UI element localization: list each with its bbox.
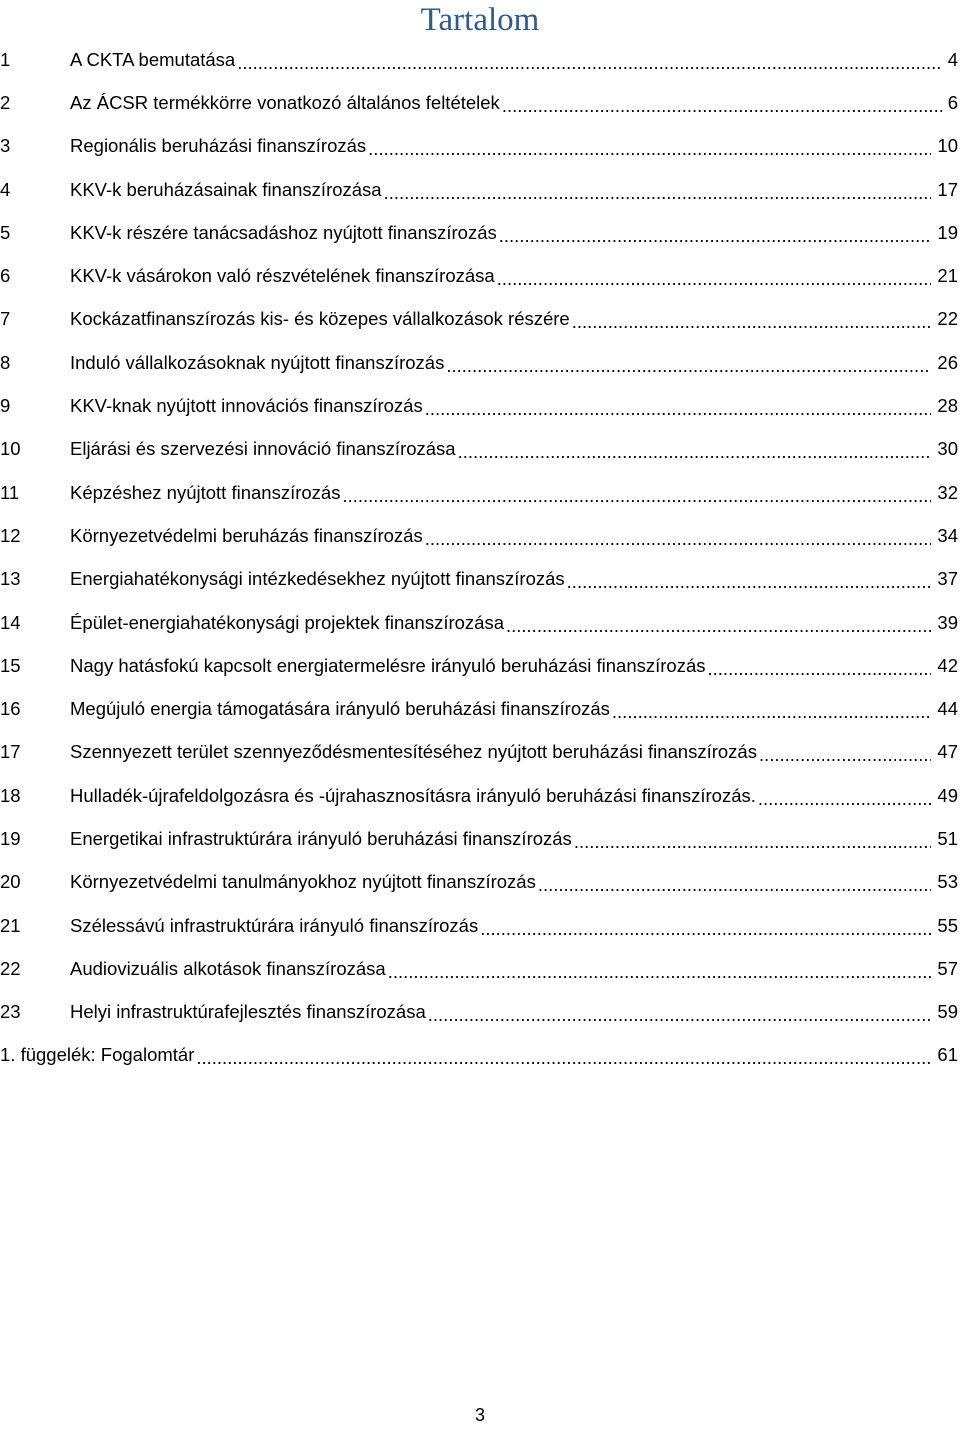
toc-entry-page: 53	[937, 871, 958, 893]
page-title: Tartalom	[420, 2, 540, 38]
toc-entry-page: 42	[937, 654, 958, 676]
toc-entry[interactable]	[0, 861, 958, 904]
toc-dot-leader	[425, 398, 932, 416]
toc-entry-title: KKV-k beruházásainak finanszírozása	[70, 178, 382, 200]
toc-entry-title: Eljárási és szervezési innováció finanszírozása	[70, 438, 456, 460]
toc-entry-page: 19	[937, 221, 958, 243]
toc-entry-page: 17	[937, 178, 958, 200]
toc-entry-title: Kockázatfinanszírozás kis- és közepes vállalkozások részére	[70, 308, 570, 330]
toc-entry[interactable]	[0, 774, 958, 817]
toc-entry[interactable]	[0, 947, 958, 990]
toc-entry-page: 21	[937, 265, 958, 287]
toc-entry[interactable]	[0, 254, 958, 297]
toc-entry-page: 34	[937, 524, 958, 546]
toc-entry-title: Környezetvédelmi tanulmányokhoz nyújtott finanszírozás	[70, 871, 536, 893]
toc-entry-title: Audiovizuális alkotások finanszírozása	[70, 957, 386, 979]
toc-entry-title: Az ÁCSR termékkörre vonatkozó általános feltételek	[70, 91, 500, 113]
toc-entry-title: Helyi infrastruktúrafejlesztés finanszírozása	[70, 1001, 426, 1023]
toc-entry-page: 32	[937, 481, 958, 503]
toc-entry-page: 47	[937, 741, 958, 763]
toc-dot-leader	[480, 918, 931, 936]
toc-entry-page: 51	[937, 827, 958, 849]
toc-entry-number: 21	[0, 914, 21, 936]
toc-dot-leader	[538, 874, 932, 892]
toc-entry-page: 28	[937, 395, 958, 417]
toc-entry-title: Épület-energiahatékonysági projektek finanszírozása	[70, 611, 504, 633]
toc-entry-title: Induló vállalkozásoknak nyújtott finanszírozás	[70, 351, 445, 373]
toc-entry-title: Energetikai infrastruktúrára irányuló beruházási finanszírozás	[70, 827, 572, 849]
toc-entry-page: 44	[937, 698, 958, 720]
toc-entry-number: 22	[0, 957, 21, 979]
toc-entry[interactable]	[0, 428, 958, 471]
toc-entry-number: 12	[0, 524, 21, 546]
toc-dot-leader	[612, 701, 932, 719]
toc-entry-page: 4	[947, 48, 958, 70]
toc-entry[interactable]	[0, 817, 958, 860]
toc-entry[interactable]	[0, 601, 958, 644]
toc-entry-title: Energiahatékonysági intézkedésekhez nyújtott finanszírozás	[70, 568, 565, 590]
toc-entry-number: 2	[0, 91, 11, 113]
toc-entry-number: 11	[0, 481, 20, 503]
toc-entry[interactable]	[0, 125, 958, 168]
toc-dot-leader	[458, 441, 932, 459]
toc-entry-page: 26	[937, 351, 958, 373]
toc-entry-page: 30	[937, 438, 958, 460]
toc-entry-number: 17	[0, 741, 21, 763]
toc-entry-number: 3	[0, 135, 11, 157]
toc-dot-leader	[497, 268, 932, 286]
toc-entry-title: Hulladék-újrafeldolgozásra és -újrahasznosításra irányuló beruházási finanszírozás.	[70, 784, 756, 806]
toc-entry-page: 6	[947, 91, 958, 113]
toc-dot-leader	[425, 528, 932, 546]
toc-dot-leader	[567, 571, 932, 589]
toc-entry-number: 6	[0, 265, 11, 287]
toc-entry[interactable]	[0, 211, 958, 254]
toc-appendix-title: 1. függelék: Fogalomtár	[0, 1044, 195, 1066]
toc-dot-leader	[758, 788, 932, 806]
toc-dot-leader	[384, 182, 932, 200]
toc-entry-number: 9	[0, 395, 11, 417]
toc-entry-page: 49	[937, 784, 958, 806]
table-of-contents	[0, 38, 958, 1077]
toc-entry-title: Szélessávú infrastruktúrára irányuló finanszírozás	[70, 914, 479, 936]
toc-entry-number: 16	[0, 698, 21, 720]
toc-dot-leader	[388, 961, 932, 979]
toc-entry-page: 55	[937, 914, 958, 936]
toc-entry-title: KKV-k részére tanácsadáshoz nyújtott finanszírozás	[70, 221, 497, 243]
toc-entry-page: 37	[937, 568, 958, 590]
toc-entry-page: 22	[937, 308, 958, 330]
toc-dot-leader	[499, 225, 932, 243]
page-number: 3	[474, 1405, 485, 1425]
toc-entry[interactable]	[0, 991, 958, 1034]
toc-entry-number: 23	[0, 1001, 21, 1023]
toc-entry[interactable]	[0, 384, 958, 427]
toc-entry-number: 4	[0, 178, 11, 200]
toc-entry-title: Környezetvédelmi beruházás finanszírozás	[70, 524, 423, 546]
toc-entry[interactable]	[0, 731, 958, 774]
toc-entry-page: 57	[937, 957, 958, 979]
toc-dot-leader	[446, 355, 931, 373]
toc-entry-number: 15	[0, 654, 21, 676]
toc-entry[interactable]	[0, 558, 958, 601]
toc-entry-number: 18	[0, 784, 21, 806]
toc-dot-leader	[196, 1047, 931, 1065]
toc-entry-page: 10	[937, 135, 958, 157]
toc-entry[interactable]	[0, 168, 958, 211]
toc-dot-leader	[342, 485, 931, 503]
toc-entry-number: 14	[0, 611, 21, 633]
toc-dot-leader	[574, 831, 932, 849]
toc-entry[interactable]	[0, 514, 958, 557]
toc-entry[interactable]	[0, 471, 958, 514]
toc-dot-leader	[759, 744, 931, 762]
toc-entry[interactable]	[0, 341, 958, 384]
toc-entry-title: A CKTA bemutatása	[70, 48, 236, 70]
toc-entry-page: 39	[937, 611, 958, 633]
toc-entry-number: 20	[0, 871, 21, 893]
toc-dot-leader	[572, 311, 932, 329]
toc-entry-number: 10	[0, 438, 21, 460]
toc-appendix-entry[interactable]	[0, 1034, 958, 1077]
toc-entry-title: KKV-k vásárokon való részvételének finanszírozása	[70, 265, 495, 287]
toc-dot-leader	[237, 52, 941, 70]
toc-dot-leader	[502, 95, 942, 113]
toc-appendix-page: 61	[937, 1044, 958, 1066]
toc-entry[interactable]	[0, 904, 958, 947]
toc-entry-number: 1	[0, 48, 11, 70]
toc-entry-number: 13	[0, 568, 21, 590]
toc-entry-title: Képzéshez nyújtott finanszírozás	[70, 481, 341, 503]
toc-entry-number: 5	[0, 221, 11, 243]
toc-entry-page: 59	[937, 1001, 958, 1023]
toc-entry-title: Nagy hatásfokú kapcsolt energiatermelésre irányuló beruházási finanszírozás	[70, 654, 706, 676]
toc-entry-number: 8	[0, 351, 11, 373]
toc-dot-leader	[708, 658, 932, 676]
toc-entry[interactable]	[0, 644, 958, 687]
toc-entry[interactable]	[0, 38, 958, 81]
toc-entry[interactable]	[0, 298, 958, 341]
toc-entry-title: Megújuló energia támogatására irányuló beruházási finanszírozás	[70, 698, 610, 720]
toc-entry[interactable]	[0, 81, 958, 124]
toc-entry-title: Szennyezett terület szennyeződésmentesítéséhez nyújtott beruházási finanszírozás	[70, 741, 757, 763]
toc-entry-title: Regionális beruházási finanszírozás	[70, 135, 367, 157]
toc-dot-leader	[428, 1004, 932, 1022]
toc-dot-leader	[368, 138, 931, 156]
toc-entry-number: 7	[0, 308, 11, 330]
toc-entry-title: KKV-knak nyújtott innovációs finanszírozás	[70, 395, 423, 417]
toc-dot-leader	[506, 615, 931, 633]
toc-entry[interactable]	[0, 687, 958, 730]
toc-entry-number: 19	[0, 827, 21, 849]
